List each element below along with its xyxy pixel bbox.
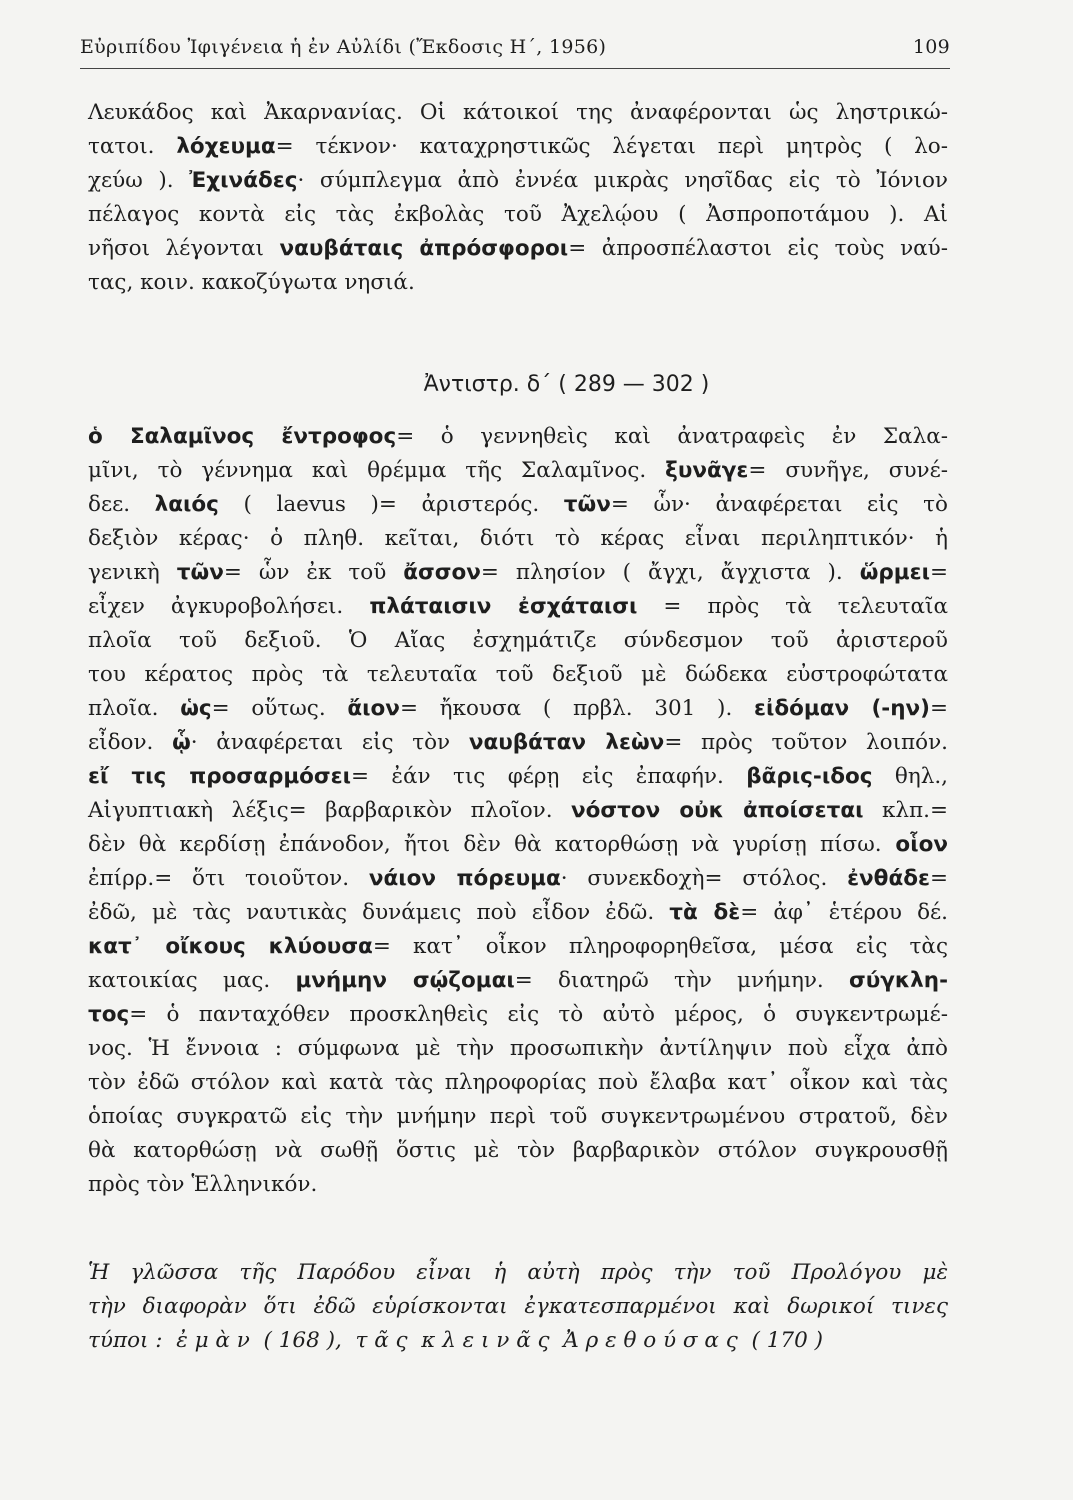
- text-line: τύποι : ἐ μ ὰ ν ( 168 ), τ ᾶ ς κ λ ε ι ν ᾶ ς Ἀ ρ ε θ ο ύ σ α ς ( 170 ): [88, 1328, 823, 1353]
- text-line: γενικὴ τῶν= ὧν ἐκ τοῦ ἄσσον= πλησίον ( ἄγχι, ἄγχιστα ). ὥρμει=: [88, 560, 948, 585]
- lemma: βᾶρις-ιδος: [746, 764, 873, 789]
- lemma: νόστον οὐκ ἀποίσεται: [571, 798, 864, 823]
- lemma: ἄσσον: [403, 560, 481, 585]
- lemma: ὥρμει: [859, 560, 930, 585]
- lemma: ὡς: [180, 696, 212, 721]
- text-line: Ἡ γλῶσσα τῆς Παρόδου εἶναι ἡ αὐτὴ πρὸς τὴν τοῦ Προλόγου μὲ: [88, 1260, 948, 1285]
- lemma: τῶν: [563, 492, 611, 517]
- text-line: εἶδον. ᾧ· ἀναφέρεται εἰς τὸν ναυβάταν λεὼν= πρὸς τοῦτον λοιπόν.: [88, 730, 948, 755]
- lemma: μνήμην σῴζομαι: [295, 968, 515, 993]
- text-line: κατοικίας μας. μνήμην σῴζομαι= διατηρῶ τὴν μνήμην. σύγκλη-: [88, 968, 948, 993]
- lemma: λαιός: [154, 492, 219, 517]
- lemma: τὰ δὲ: [669, 900, 741, 925]
- lemma: ἐνθάδε: [847, 866, 930, 891]
- lemma: λόχευμα: [176, 134, 276, 159]
- text-line: μῖνι, τὸ γέννημα καὶ θρέμμα τῆς Σαλαμῖνος. ξυνᾶγε= συνῆγε, συνέ-: [88, 458, 948, 483]
- text-line: πλοῖα. ὡς= οὕτως. ἄιον= ἤκουσα ( πρβλ. 301 ). εἰδόμαν (-ην)=: [88, 696, 948, 721]
- lemma: ναυβάταν λεὼν: [468, 730, 665, 755]
- text-line: θὰ κατορθώσῃ νὰ σωθῇ ὅστις μὲ τὸν βαρβαρικὸν στόλον συγκρουσθῇ: [88, 1138, 948, 1163]
- lemma: εἴ τις προσαρμόσει: [88, 764, 352, 789]
- text-line: τος= ὁ πανταχόθεν προσκληθεὶς εἰς τὸ αὐτὸ μέρος, ὁ συγκεντρωμέ-: [88, 1002, 948, 1027]
- text-line: πλοῖα τοῦ δεξιοῦ. Ὁ Αἴας ἐσχημάτιζε σύνδεσμον τοῦ ἀριστεροῦ: [88, 628, 948, 653]
- text-line: ὁ Σαλαμῖνος ἔντροφος= ὁ γεννηθεὶς καὶ ἀνατραφεὶς ἐν Σαλα-: [88, 424, 948, 449]
- text-line: Λευκάδος καὶ Ἀκαρνανίας. Οἱ κάτοικοί της ἀναφέρονται ὡς ληστρικώ-: [88, 100, 948, 125]
- lemma: κατ᾽ οἴκους κλύουσα: [88, 934, 373, 959]
- lemma: ἄιον: [347, 696, 400, 721]
- lemma: ᾧ: [172, 730, 191, 755]
- lemma: ναυβάταις ἀπρόσφοροι: [279, 236, 569, 261]
- lemma: οἷον: [881, 832, 948, 857]
- text-line: τατοι. λόχευμα= τέκνον· καταχρηστικῶς λέγεται περὶ μητρὸς ( λο-: [88, 134, 949, 159]
- running-header: [80, 36, 950, 58]
- text-line: χεύω ). Ἐχινάδες· σύμπλεγμα ἀπὸ ἐννέα μικρὰς νησῖδας εἰς τὸ Ἰόνιον: [88, 168, 948, 193]
- text-line: εἶχεν ἀγκυροβολήσει. πλάταισιν ἐσχάταισι = πρὸς τὰ τελευταῖα: [88, 594, 948, 619]
- lemma: νάιον πόρευμα: [368, 866, 561, 891]
- lemma: Ἐχινάδες: [189, 168, 298, 193]
- lemma: εἰδόμαν (-ην): [753, 696, 930, 721]
- lemma: τος: [88, 1002, 130, 1027]
- text-line: δεε. λαιός ( laevus )= ἀριστερός. τῶν= ὧν· ἀναφέρεται εἰς τὸ: [88, 492, 948, 517]
- text-line: εἴ τις προσαρμόσει= ἐάν τις φέρῃ εἰς ἐπαφήν. βᾶρις-ιδος θηλ.,: [88, 764, 948, 789]
- text-line: ἐπίρρ.= ὅτι τοιοῦτον. νάιον πόρευμα· συνεκδοχὴ= στόλος. ἐνθάδε=: [88, 866, 948, 891]
- text-line: ἐδῶ, μὲ τὰς ναυτικὰς δυνάμεις ποὺ εἶδον ἐδῶ. τὰ δὲ= ἀφ᾽ ἑτέρου δέ.: [88, 900, 949, 925]
- text-line: κατ᾽ οἴκους κλύουσα= κατ᾽ οἶκον πληροφορηθεῖσα, μέσα εἰς τὰς: [88, 934, 948, 959]
- text-line: τὸν ἐδῶ στόλον καὶ κατὰ τὰς πληροφορίας ποὺ ἔλαβα κατ᾽ οἶκον καὶ τὰς: [88, 1070, 948, 1095]
- text-line: τας, κοιν. κακοζύγωτα νησιά.: [88, 270, 415, 295]
- page-number: 109: [912, 36, 950, 58]
- text-line: δεξιὸν κέρας· ὁ πληθ. κεῖται, διότι τὸ κέρας εἶναι περιληπτικόν· ἡ: [88, 526, 948, 551]
- text-line: τὴν διαφορὰν ὅτι ἐδῶ εὑρίσκονται ἐγκατεσπαρμένοι καὶ δωρικοί τινες: [88, 1294, 948, 1319]
- section-heading: Ἀντιστρ. δ΄ ( 289 — 302 ): [423, 372, 710, 397]
- text-line: Αἰγυπτιακὴ λέξις= βαρβαρικὸν πλοῖον. νόστον οὐκ ἀποίσεται κλπ.=: [88, 798, 948, 823]
- text-line: του κέρατος πρὸς τὰ τελευταῖα τοῦ δεξιοῦ μὲ δώδεκα εὐστροφώτατα: [88, 662, 948, 687]
- text-line: δὲν θὰ κερδίσῃ ἐπάνοδον, ἤτοι δὲν θὰ κατορθώσῃ νὰ γυρίσῃ πίσω. οἷον: [88, 832, 948, 857]
- text-line: νος. Ἡ ἔννοια : σύμφωνα μὲ τὴν προσωπικὴν ἀντίληψιν ποὺ εἶχα ἀπὸ: [88, 1036, 948, 1061]
- header-rule: [80, 68, 950, 69]
- text-line: πέλαγος κοντὰ εἰς τὰς ἐκβολὰς τοῦ Ἀχελῴου ( Ἀσπροποτάμου ). Αἱ: [88, 202, 948, 227]
- text-line: νῆσοι λέγονται ναυβάταις ἀπρόσφοροι= ἀπροσπέλαστοι εἰς τοὺς ναύ-: [88, 236, 948, 261]
- lemma: πλάταισιν ἐσχάταισι: [369, 594, 638, 619]
- lemma: ξυνᾶγε: [665, 458, 749, 483]
- text-line: πρὸς τὸν Ἑλληνικόν.: [88, 1172, 318, 1197]
- lemma: ὁ Σαλαμῖνος ἔντροφος: [88, 424, 397, 449]
- header-title: Εὐριπίδου Ἰφιγένεια ἡ ἐν Αὐλίδι (Ἔκδοσις Η΄, 1956): [80, 36, 607, 58]
- text-line: ὁποίας συγκρατῶ εἰς τὴν μνήμην περὶ τοῦ συγκεντρωμένου στρατοῦ, δὲν: [88, 1104, 948, 1129]
- lemma: τῶν: [176, 560, 224, 585]
- lemma: σύγκλη-: [848, 968, 948, 993]
